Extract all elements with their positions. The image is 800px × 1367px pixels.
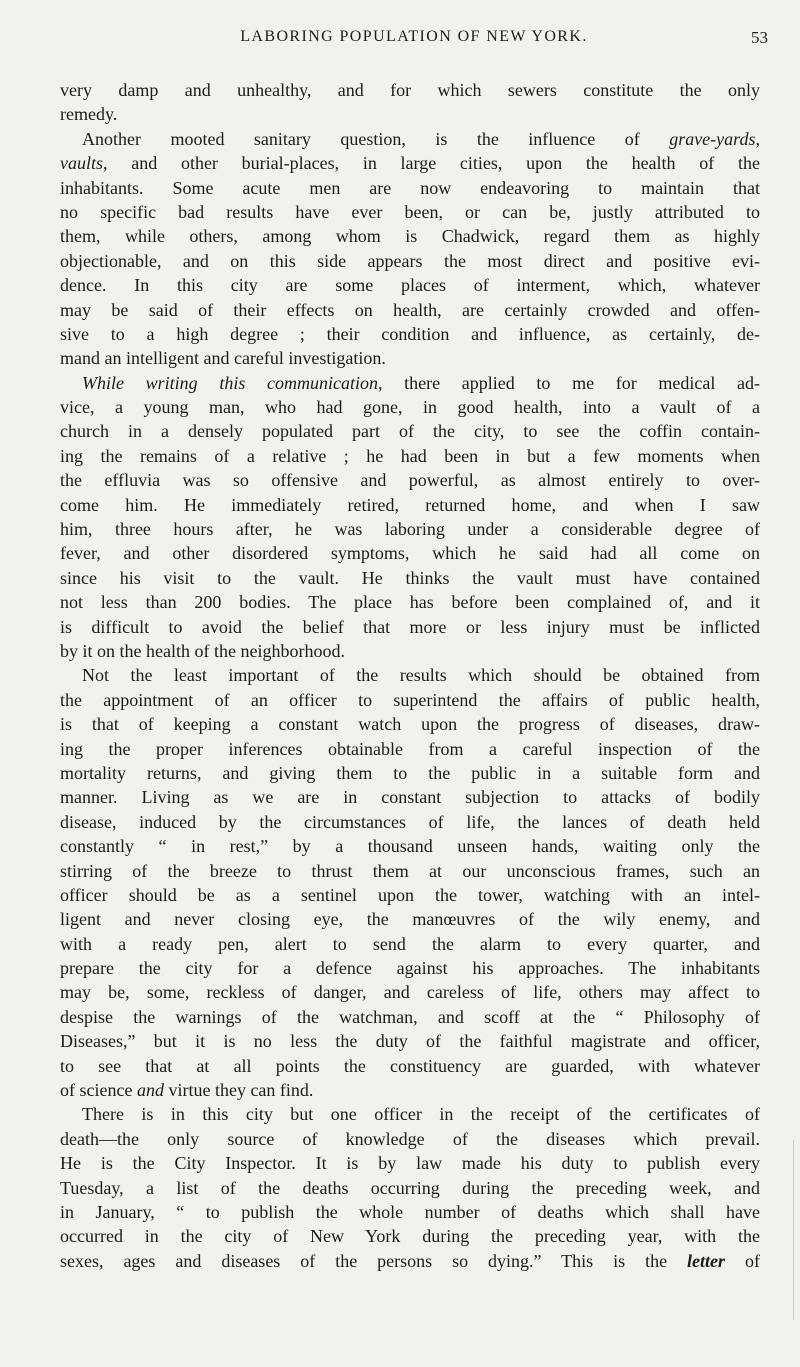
text-line: inhabitants. Some acute men are now endeavoring to maintain that [60, 177, 760, 198]
running-head [60, 28, 768, 54]
text-line: of science and virtue they can find. [60, 1080, 314, 1101]
italic-while-writing: While writing this communication [82, 372, 378, 393]
text-line: Not the least important of the results which should be obtained from [82, 665, 760, 686]
running-title: LABORING POPULATION OF NEW YORK. [240, 28, 588, 45]
body-text [60, 78, 760, 1273]
text-line: While writing this communication, there applied to me for medical ad- [82, 372, 760, 393]
italic-letter: letter [687, 1250, 726, 1271]
text-line: may be, some, reckless of danger, and careless of life, others may affect to [60, 982, 760, 1003]
text-line: in January, “ to publish the whole number of deaths which shall have [60, 1201, 760, 1222]
text-line: stirring of the breeze to thrust them at our unconscious frames, such an [60, 860, 760, 881]
text-line: not less than 200 bodies. The place has before been complained of, and it [60, 592, 760, 613]
text-line: He is the City Inspector. It is by law made his duty to publish every [60, 1153, 760, 1174]
text-line: death—the only source of knowledge of the diseases which prevail. [60, 1128, 760, 1149]
text-line: vice, a young man, who had gone, in good health, into a vault of a [60, 397, 760, 418]
italic-and: and [136, 1080, 164, 1101]
page-number: 53 [751, 28, 768, 47]
text-line: dence. In this city are some places of interment, which, whatever [60, 275, 760, 296]
text-line: remedy. [60, 104, 118, 125]
text-line: him, three hours after, he was laboring under a considerable degree of [60, 519, 760, 540]
text-line: to see that at all points the constituency are guarded, with whatever [60, 1055, 760, 1076]
italic-vaults: vaults [60, 153, 103, 174]
text-line: church in a densely populated part of the city, to see the coffin contain- [60, 421, 760, 442]
text-line: objectionable, and on this side appears the most direct and positive evi- [60, 250, 760, 271]
text-line: is that of keeping a constant watch upon the progress of diseases, draw- [60, 714, 760, 735]
text-line: sexes, ages and diseases of the persons so dying.” This is the letter of [60, 1250, 760, 1271]
text-line: the appointment of an officer to superintend the affairs of public health, [60, 689, 760, 710]
text-line: Diseases,” but it is no less the duty of the faithful magistrate and officer, [60, 1031, 760, 1052]
text-line: with a ready pen, alert to send the alarm to every quarter, and [60, 933, 760, 954]
text-line: There is in this city but one officer in the receipt of the certificates of [82, 1104, 760, 1125]
text-line: mortality returns, and giving them to the public in a suitable form and [60, 762, 760, 783]
text-line: may be said of their effects on health, are certainly crowded and offen- [60, 299, 760, 320]
text-line: them, while others, among whom is Chadwick, regard them as highly [60, 226, 760, 247]
text-line: is difficult to avoid the belief that more or less injury must be inflicted [60, 616, 760, 637]
text-line: vaults, and other burial-places, in large cities, upon the health of the [60, 153, 760, 174]
text-line: fever, and other disordered symptoms, which he said had all come on [60, 543, 760, 564]
text-line: officer should be as a sentinel upon the tower, watching with an intel- [60, 884, 760, 905]
text-line: Another mooted sanitary question, is the influence of grave-yards, [82, 128, 760, 149]
text-line: ligent and never closing eye, the manœuvres of the wily enemy, and [60, 909, 760, 930]
text-line: ing the proper inferences obtainable from a careful inspection of the [60, 738, 760, 759]
text-line: ing the remains of a relative ; he had been in but a few moments when [60, 445, 760, 466]
text-line: sive to a high degree ; their condition and influence, as certainly, de- [60, 323, 760, 344]
text-line: disease, induced by the circumstances of life, the lances of death held [60, 811, 760, 832]
text-line: come him. He immediately retired, returned home, and when I saw [60, 494, 760, 515]
text-line: by it on the health of the neighborhood. [60, 640, 345, 661]
text-line: prepare the city for a defence against his approaches. The inhabitants [60, 958, 760, 979]
text-line: the effluvia was so offensive and powerful, as almost entirely to over- [60, 470, 760, 491]
italic-grave-yards: grave-yards [669, 128, 756, 149]
text-line: constantly “ in rest,” by a thousand unseen hands, waiting only the [60, 836, 760, 857]
page-edge-line [793, 1140, 794, 1320]
text-line: very damp and unhealthy, and for which sewers constitute the only [60, 80, 760, 100]
text-line: since his visit to the vault. He thinks the vault must have contained [60, 567, 760, 588]
text-line: despise the warnings of the watchman, and scoff at the “ Philosophy of [60, 1006, 760, 1027]
text-line: no specific bad results have ever been, or can be, justly attributed to [60, 201, 760, 222]
text-line: occurred in the city of New York during the preceding year, with the [60, 1226, 760, 1247]
text-line: manner. Living as we are in constant subjection to attacks of bodily [60, 787, 760, 808]
text-line: Tuesday, a list of the deaths occurring during the preceding week, and [60, 1177, 760, 1198]
text-line: mand an intelligent and careful investigation. [60, 348, 386, 369]
